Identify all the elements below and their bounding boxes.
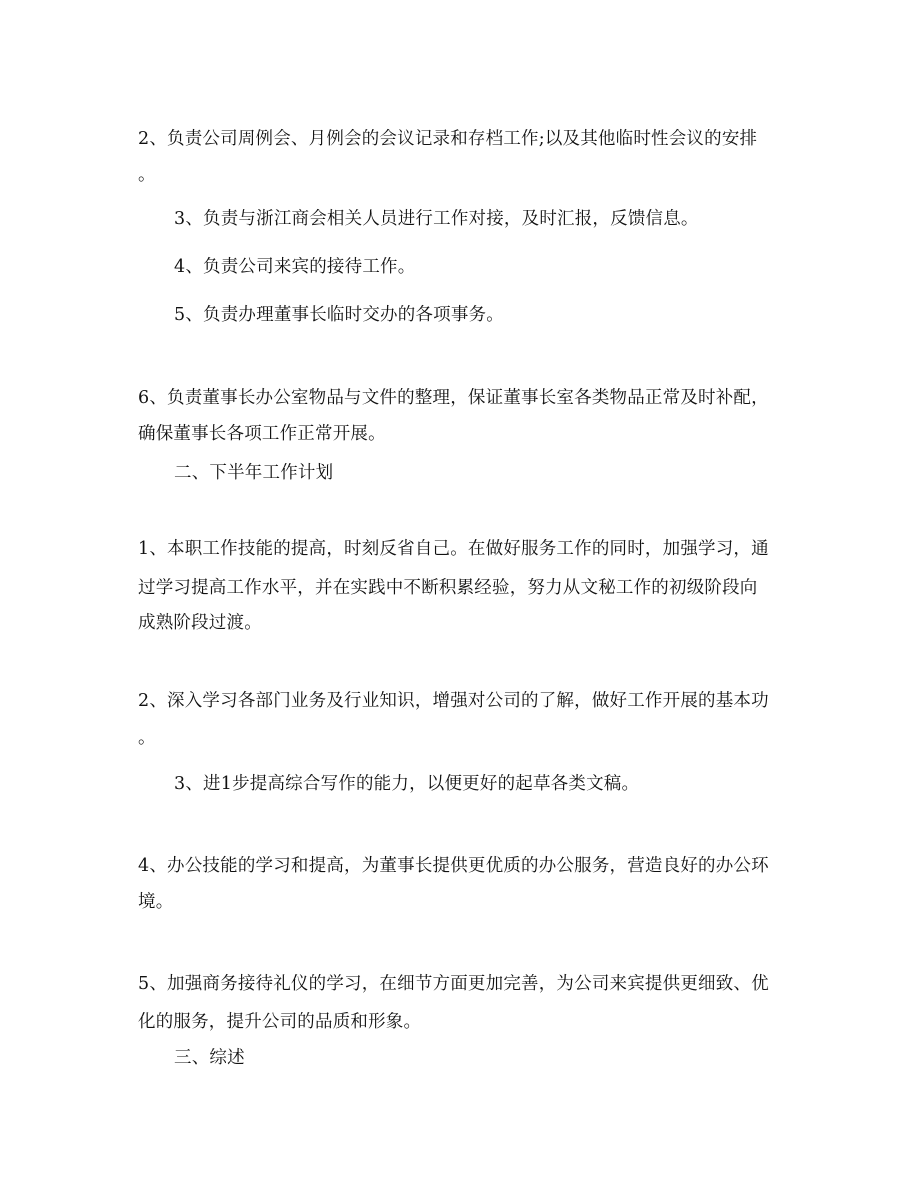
plan-5-line-2: 化的服务，提升公司的品质和形象。 [138, 1012, 422, 1032]
plan-3: 3、进1步提高综合写作的能力，以便更好的起草各类文稿。 [174, 774, 640, 794]
paragraph-2-line-2: 。 [138, 165, 156, 185]
plan-2-line-2: 。 [138, 728, 156, 748]
plan-4-line-1: 4、办公技能的学习和提高，为董事长提供更优质的办公服务，营造良好的办公环 [138, 856, 769, 876]
plan-2-line-1: 2、深入学习各部门业务及行业知识，增强对公司的了解，做好工作开展的基本功 [138, 691, 769, 711]
paragraph-4: 4、负责公司来宾的接待工作。 [174, 257, 416, 277]
plan-1-line-2: 过学习提高工作水平，并在实践中不断积累经验，努力从文秘工作的初级阶段向 [138, 578, 758, 598]
paragraph-2-line-1: 2、负责公司周例会、月例会的会议记录和存档工作;以及其他临时性会议的安排 [138, 129, 758, 149]
section-heading-3: 三、综述 [174, 1048, 245, 1068]
paragraph-6-line-2: 确保董事长各项工作正常开展。 [138, 424, 386, 444]
paragraph-5: 5、负责办理董事长临时交办的各项事务。 [174, 305, 504, 325]
section-heading-2: 二、下半年工作计划 [174, 463, 334, 483]
plan-4-line-2: 境。 [138, 892, 174, 912]
plan-1-line-1: 1、本职工作技能的提高，时刻反省自己。在做好服务工作的同时，加强学习，通 [138, 539, 769, 559]
paragraph-3: 3、负责与浙江商会相关人员进行工作对接，及时汇报，反馈信息。 [174, 209, 699, 229]
plan-1-line-3: 成熟阶段过渡。 [138, 613, 262, 633]
watermark [448, 497, 752, 703]
plan-5-line-1: 5、加强商务接待礼仪的学习，在细节方面更加完善，为公司来宾提供更细致、优 [138, 974, 769, 994]
paragraph-6-line-1: 6、负责董事长办公室物品与文件的整理，保证董事长室各类物品正常及时补配， [138, 388, 769, 408]
